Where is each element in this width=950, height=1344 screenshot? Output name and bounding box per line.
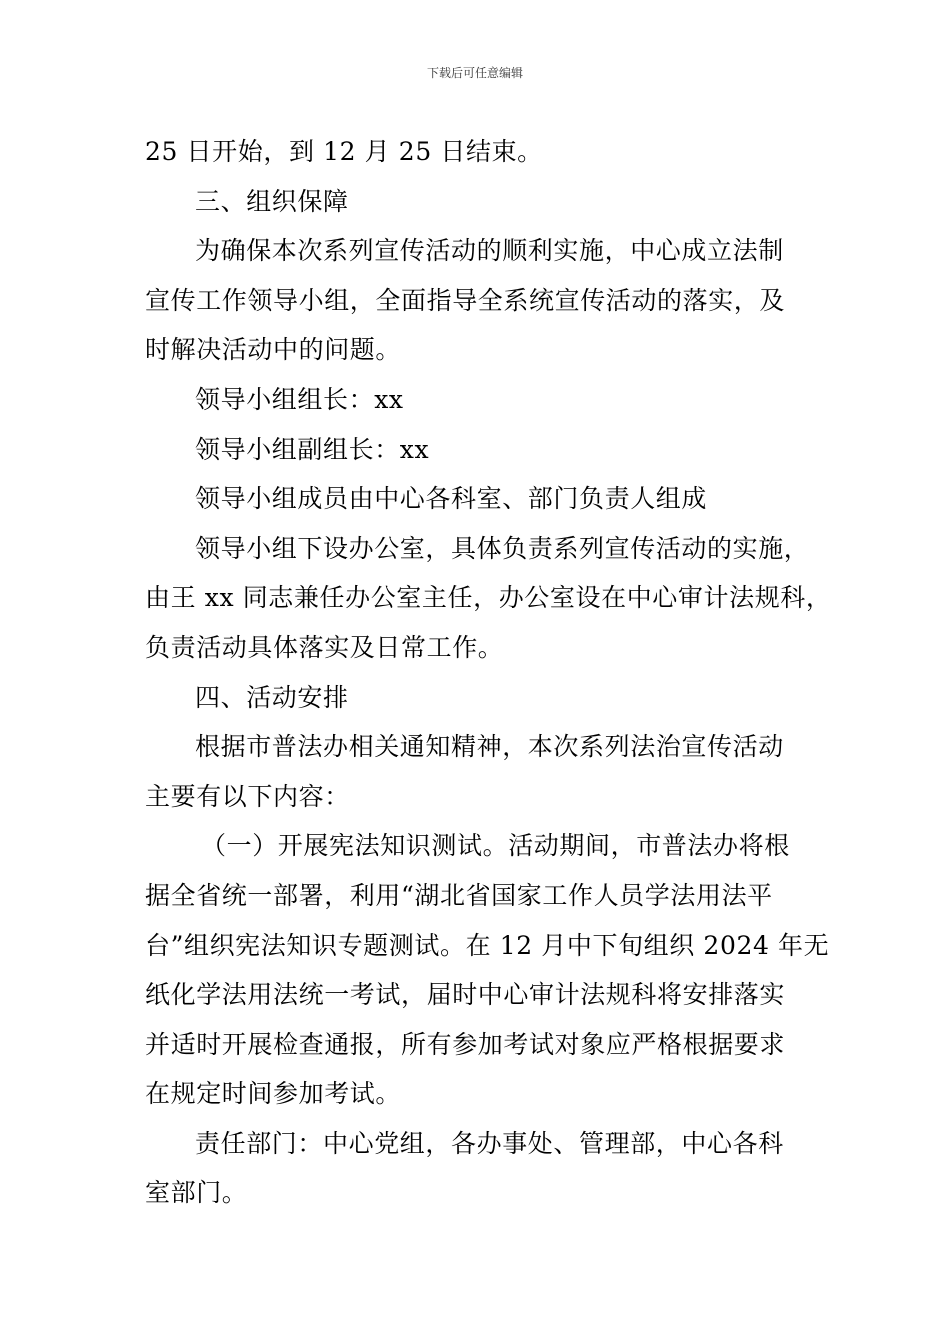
paragraph-line: 根据市普法办相关通知精神，本次系列法治宣传活动 xyxy=(195,732,784,762)
paragraph-line: 主要有以下内容： xyxy=(145,781,350,811)
paragraph-line: 并适时开展检查通报，所有参加考试对象应严格根据要求 xyxy=(145,1029,786,1059)
page-header: 下载后可任意编辑 xyxy=(426,66,523,80)
paragraph-line: 宣传工作领导小组，全面指导全系统宣传活动的落实，及 xyxy=(145,285,786,315)
paragraph-line: 领导小组成员由中心各科室、部门负责人组成 xyxy=(195,484,708,514)
section-heading-organization: 三、组织保障 xyxy=(195,186,349,216)
paragraph-line: 领导小组组长：xx xyxy=(195,384,404,414)
paragraph-line: 领导小组下设办公室，具体负责系列宣传活动的实施， xyxy=(195,533,810,563)
paragraph-line: 纸化学法用法统一考试，届时中心审计法规科将安排落实 xyxy=(145,980,786,1010)
paragraph-line: 25 日开始，到 12 月 25 日结束。 xyxy=(145,137,543,166)
paragraph-line: 负责活动具体落实及日常工作。 xyxy=(145,632,504,662)
paragraph-line: 室部门。 xyxy=(145,1178,248,1208)
paragraph-line: 责任部门：中心党组，各办事处、管理部，中心各科 xyxy=(195,1128,784,1158)
paragraph-line: 台”组织宪法知识专题测试。在 12 月中下旬组织 2024 年无 xyxy=(145,930,830,960)
section-heading-arrangement: 四、活动安排 xyxy=(195,682,349,712)
paragraph-line: （一）开展宪法知识测试。活动期间，市普法办将根 xyxy=(201,831,790,861)
document-body xyxy=(145,127,832,1218)
paragraph-line: 由王 xx 同志兼任办公室主任，办公室设在中心审计法规科， xyxy=(145,583,832,613)
paragraph-line: 为确保本次系列宣传活动的顺利实施，中心成立法制 xyxy=(195,236,784,266)
paragraph-line: 据全省统一部署，利用“湖北省国家工作人员学法用法平 xyxy=(145,880,773,910)
paragraph-line: 在规定时间参加考试。 xyxy=(145,1079,402,1109)
paragraph-line: 时解决活动中的问题。 xyxy=(145,335,402,365)
paragraph-line: 领导小组副组长：xx xyxy=(195,434,430,464)
